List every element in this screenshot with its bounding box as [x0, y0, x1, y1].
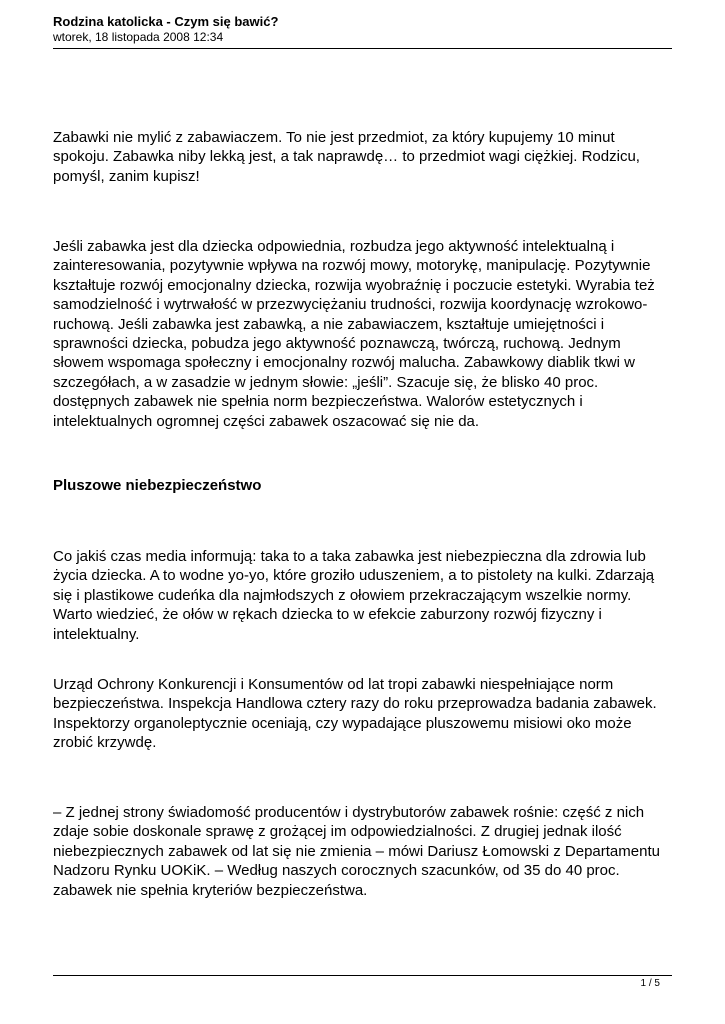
page-number: 1 / 5: [640, 978, 660, 989]
document-date: wtorek, 18 listopada 2008 12:34: [53, 30, 224, 44]
paragraph-development: Jeśli zabawka jest dla dziecka odpowiednia, rozbudza jego aktywność intelektualną i zainteresowania, pozytywnie wpływa na rozwój mowy, motorykę, manipulację. Pozytywnie kształtuje rozwój emocjonalny dziecka, rozwija wyobraźnię i poczucie estetyki. Wyrabia też samodzielność i wytrwałość w przezwyciężaniu trudności, rozwija koordynację wzrokowo-ruchową. Jeśli zabawka jest zabawką, a nie zabawiaczem, kształtuje umiejętności i sprawności dziecka, pobudza jego aktywność poznawczą, twórczą, ruchową. Jednym słowem wspomaga społeczny i emocjonalny rozwój malucha. Zabawkowy diablik tkwi w szczegółach, a w zasadzie w jednym słowie: „jeśli”. Szacuje się, że blisko 40 proc. dostępnych zabawek nie spełnia norm bezpieczeństwa. Walorów estetycznych i intelektualnych ogromnej części zabawek oszacować się nie da.: [53, 238, 655, 430]
paragraph-uokik: Urząd Ochrony Konkurencji i Konsumentów od lat tropi zabawki niespełniające norm bezpieczeństwa. Inspekcja Handlowa cztery razy do roku przeprowadza badania zabawek. Inspektorzy organoleptycznie oceniają, czy wypadające pluszowemu misiowi oko może zrobić krzywdę.: [53, 676, 657, 752]
paragraph-media: Co jakiś czas media informują: taka to a taka zabawka jest niebezpieczna dla zdrowia lub życia dziecka. A to wodne yo-yo, które groziło uduszeniem, a to pistolety na kulki. Zdarzają się i plastikowe cudeńka dla najmłodszych z ołowiem przekraczającym wszelkie normy. Warto wiedzieć, że ołów w rękach dziecka to w efekcie zaburzony rozwój fizyczny i intelektualny.: [53, 548, 655, 643]
document-header: [53, 14, 673, 45]
footer-divider: [53, 975, 672, 976]
document-title: Rodzina katolicka - Czym się bawić?: [53, 14, 279, 29]
paragraph-intro: Zabawki nie mylić z zabawiaczem. To nie jest przedmiot, za który kupujemy 10 minut spokoju. Zabawka niby lekką jest, a tak naprawdę… to przedmiot wagi ciężkiej. Rodzicu, pomyśl, zanim kupisz!: [53, 129, 640, 185]
section-heading: Pluszowe niebezpieczeństwo: [53, 477, 262, 494]
paragraph-quote: – Z jednej strony świadomość producentów i dystrybutorów zabawek rośnie: część z nich zdaje sobie doskonale sprawę z grożącej im odpowiedzialności. Z drugiej jednak ilość niebezpiecznych zabawek od lat się nie zmienia – mówi Dariusz Łomowski z Departamentu Nadzoru Rynku UOKiK. – Według naszych corocznych szacunków, od 35 do 40 proc. zabawek nie spełnia kryteriów bezpieczeństwa.: [53, 804, 660, 899]
header-divider: [53, 48, 672, 49]
